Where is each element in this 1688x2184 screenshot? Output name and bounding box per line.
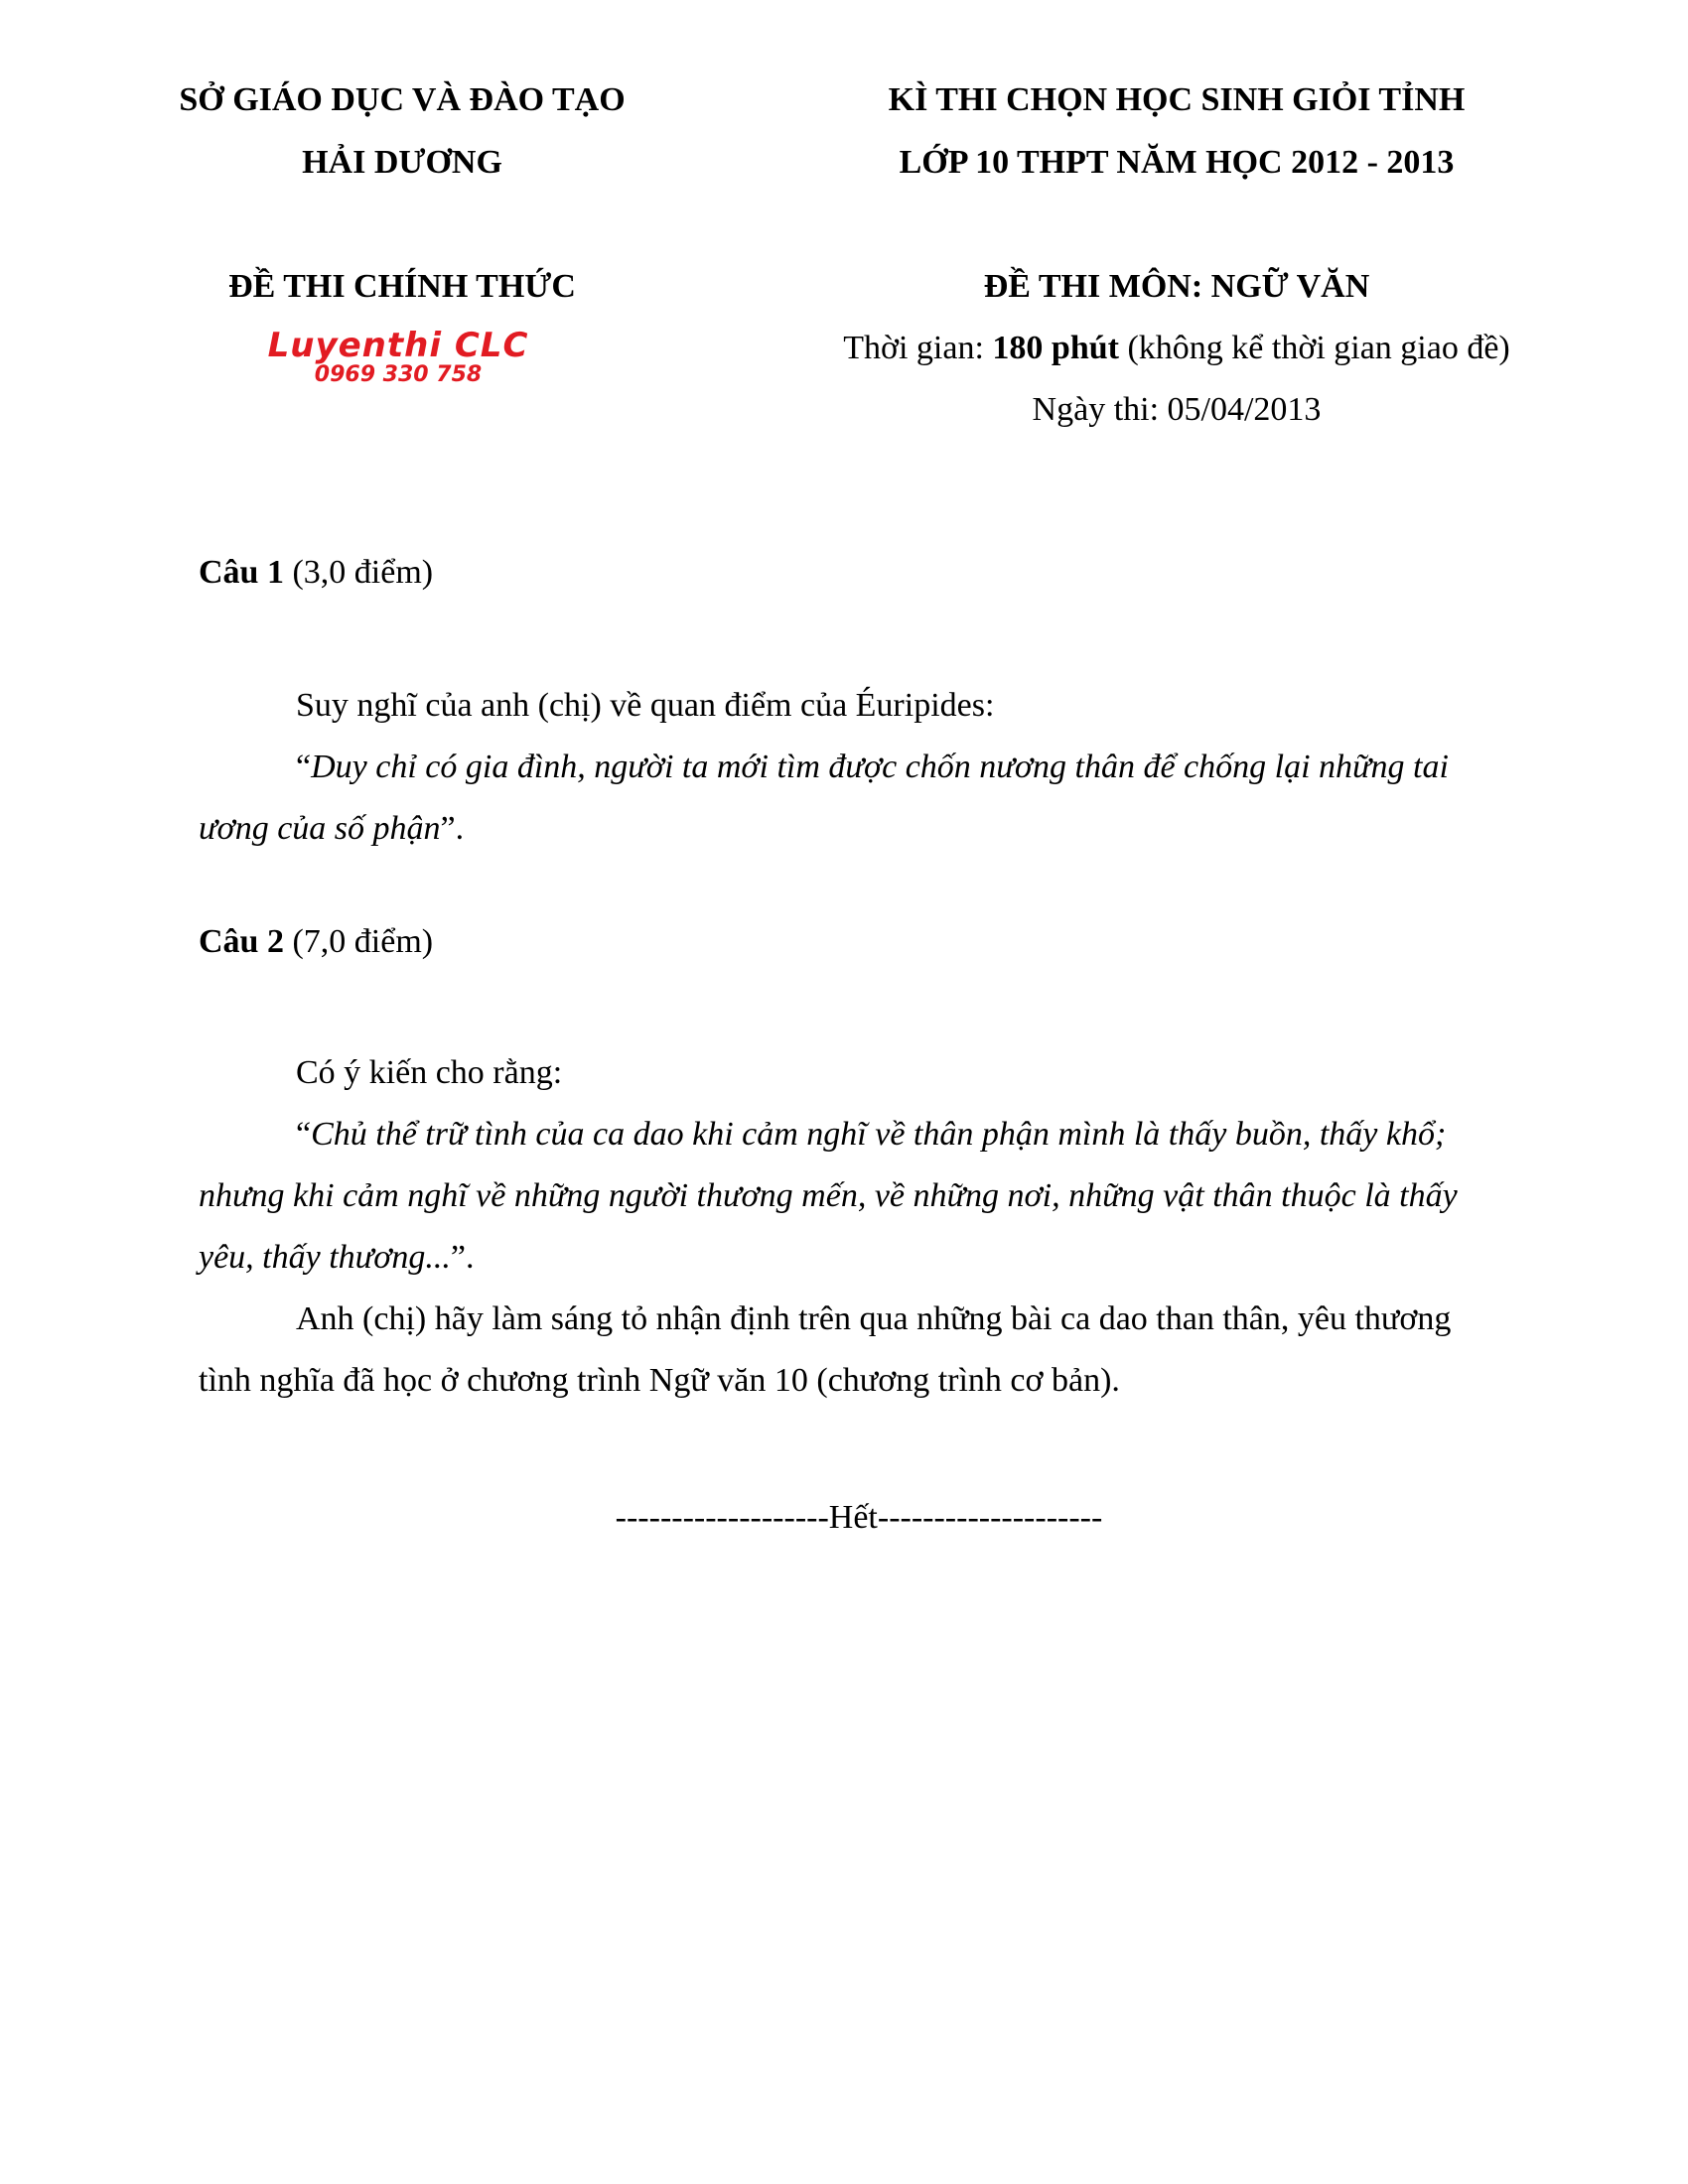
exam-date: Ngày thi: 05/04/2013: [1032, 391, 1322, 428]
exam-subject: ĐỀ THI MÔN: NGỮ VĂN: [983, 268, 1370, 305]
exam-duration: [794, 330, 1559, 367]
question-1-points: (3,0 điểm): [283, 554, 434, 591]
question-2-label: Câu 2: [199, 923, 284, 960]
question-2-intro: Có ý kiến cho rằng:: [296, 1054, 563, 1091]
quote-open-mark: “: [296, 749, 312, 785]
official-exam-label: ĐỀ THI CHÍNH THỨC: [228, 268, 576, 305]
question-2-quote-line3: [199, 1227, 1519, 1289]
quote-text: ương của số phận: [199, 810, 441, 847]
quote-close-mark: ”.: [440, 810, 465, 847]
quote-text: Chủ thể trữ tình của ca dao khi cảm nghĩ về thân phận mình là thấy buồn, thấy khổ;: [311, 1116, 1447, 1153]
quote-close-mark: ”.: [450, 1239, 475, 1276]
logo-title: Luyenthi CLC: [267, 326, 529, 365]
question-1-quote-line2: [199, 798, 1519, 860]
duration-value: 180 phút: [992, 330, 1119, 366]
quote-open-mark: “: [296, 1116, 312, 1153]
question-2-quote-line2: nhưng khi cảm nghĩ về những người thương mến, về những nơi, những vật thân thuộc là thấy: [199, 1177, 1458, 1214]
duration-suffix: (không kể thời gian giao đề): [1118, 330, 1510, 366]
question-2-heading: [199, 923, 433, 961]
end-marker: -------------------Hết--------------------: [615, 1499, 1103, 1536]
province-name: HẢI DƯƠNG: [302, 144, 502, 181]
question-1-label: Câu 1: [199, 554, 284, 591]
question-1-heading: [199, 554, 433, 592]
question-2-points: (7,0 điểm): [283, 923, 434, 960]
question-2-task-line1: Anh (chị) hãy làm sáng tỏ nhận định trên qua những bài ca dao than thân, yêu thương: [296, 1300, 1452, 1337]
quote-text: Duy chỉ có gia đình, người ta mới tìm được chốn nương thân để chống lại những tai: [311, 749, 1449, 785]
logo-phone: 0969 330 758: [314, 362, 483, 387]
question-2-task-line2: tình nghĩa đã học ở chương trình Ngữ văn 10 (chương trình cơ bản).: [199, 1362, 1120, 1399]
exam-grade-year: LỚP 10 THPT NĂM HỌC 2012 - 2013: [899, 144, 1455, 181]
exam-title: KÌ THI CHỌN HỌC SINH GIỎI TỈNH: [888, 81, 1466, 118]
luyenthi-logo: [245, 326, 551, 395]
duration-prefix: Thời gian:: [843, 330, 993, 366]
question-1-quote-line1: [296, 737, 1519, 798]
question-2-quote-line1: [296, 1104, 1519, 1165]
quote-text: yêu, thấy thương...: [199, 1239, 451, 1276]
department-name: SỞ GIÁO DỤC VÀ ĐÀO TẠO: [179, 81, 626, 118]
question-1-intro: Suy nghĩ của anh (chị) về quan điểm của Éuripides:: [296, 687, 995, 724]
